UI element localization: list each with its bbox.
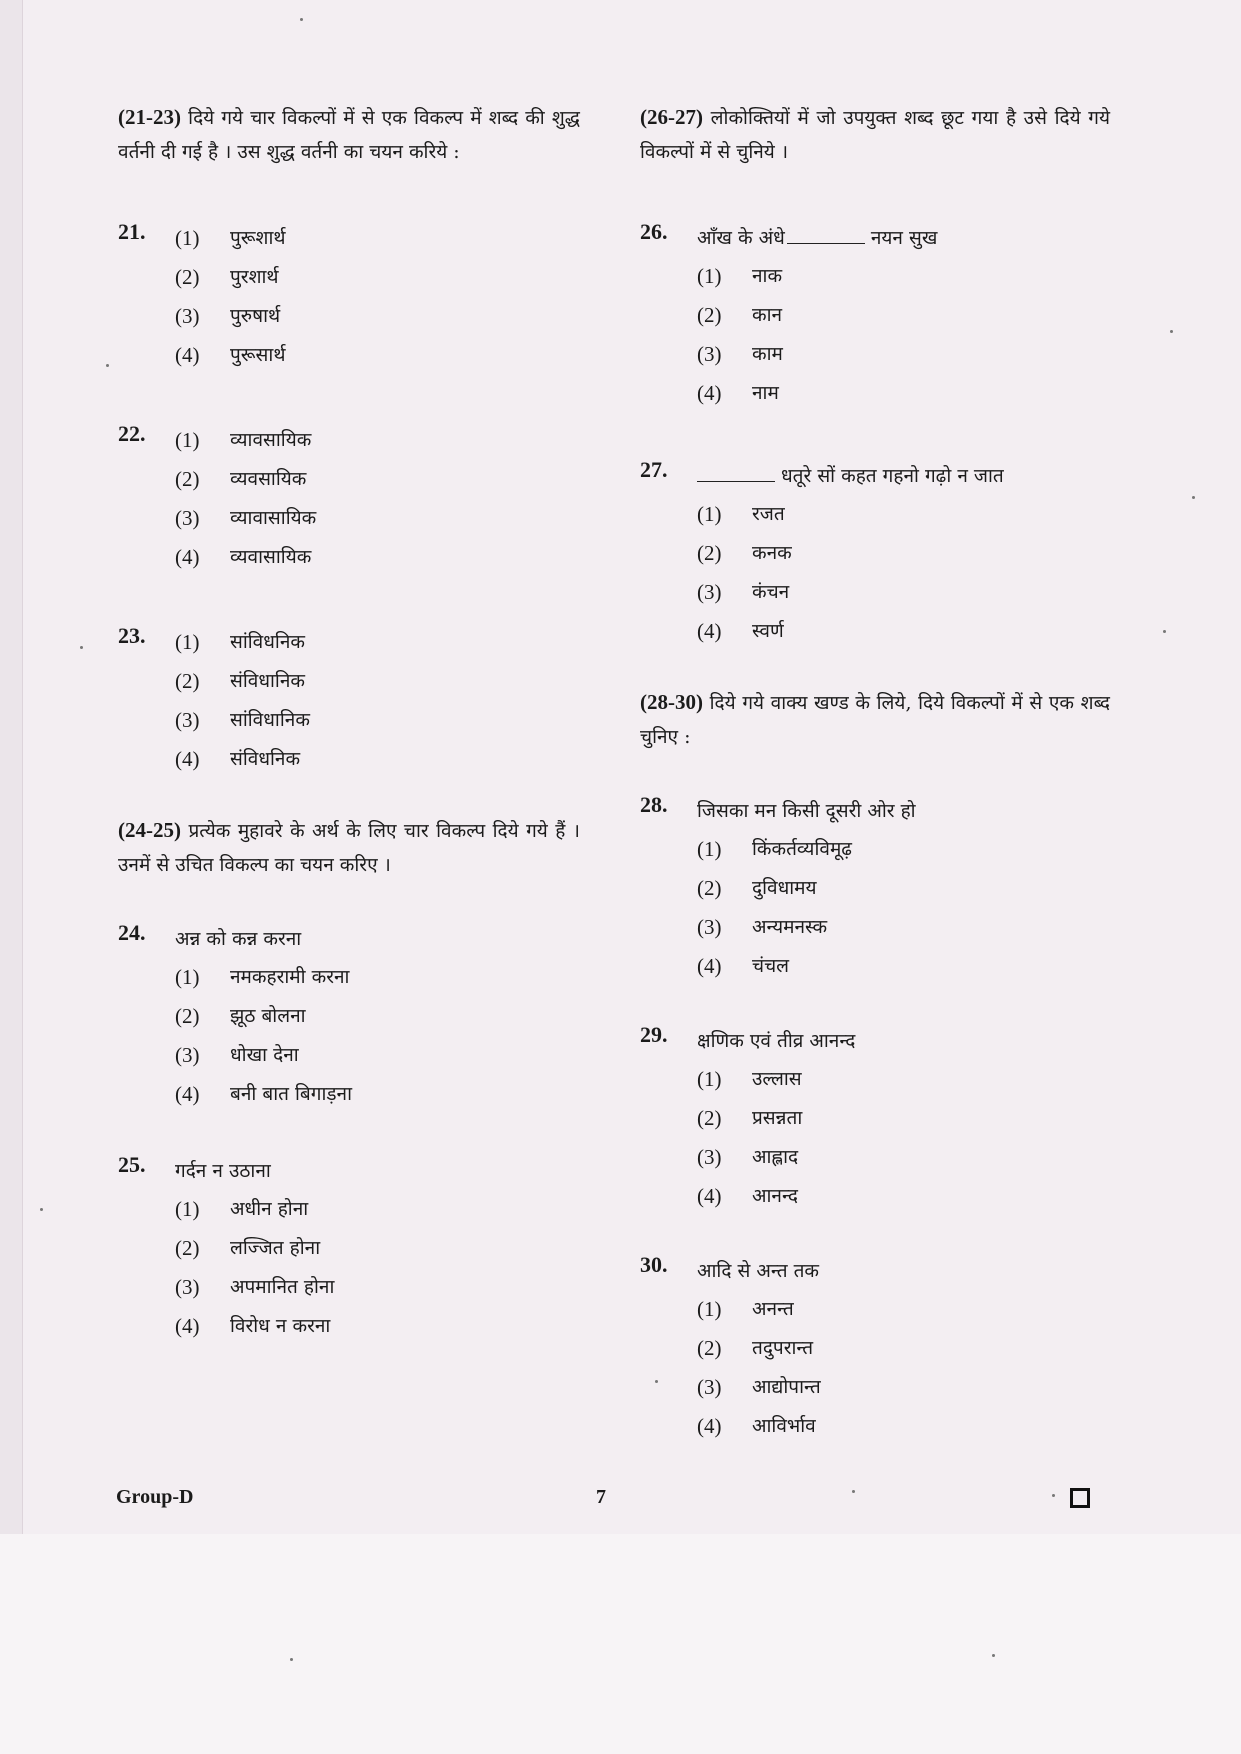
scan-speck bbox=[992, 1654, 995, 1657]
option-text: उल्लास bbox=[752, 1068, 802, 1090]
option-number: (3) bbox=[697, 1375, 722, 1399]
question-number: 27. bbox=[640, 457, 668, 482]
option-2[interactable] bbox=[118, 258, 580, 297]
option-text: संविधनिक bbox=[230, 748, 301, 770]
option-3[interactable] bbox=[118, 297, 580, 336]
question-text: जिसका मन किसी दूसरी ओर हो bbox=[697, 800, 916, 822]
option-number: (4) bbox=[175, 1314, 200, 1338]
question-text-before: आँख के अंधे bbox=[697, 227, 785, 249]
option-number: (2) bbox=[175, 1236, 200, 1260]
option-2[interactable] bbox=[640, 534, 1110, 573]
question-text: गर्दन न उठाना bbox=[175, 1160, 271, 1182]
option-text: किंकर्तव्यविमूढ़ bbox=[752, 838, 852, 860]
scan-speck bbox=[1052, 1494, 1055, 1497]
option-text: नमकहरामी करना bbox=[230, 966, 350, 988]
question-number: 21. bbox=[118, 219, 146, 244]
option-text: संविधानिक bbox=[230, 670, 305, 692]
scan-speck bbox=[1163, 630, 1166, 633]
option-text: अनन्त bbox=[752, 1298, 794, 1320]
option-text: नाक bbox=[752, 265, 783, 287]
question-22 bbox=[118, 421, 580, 577]
instruction-26-27 bbox=[640, 100, 1110, 169]
left-column bbox=[118, 100, 580, 1346]
option-text: पुरुषार्थ bbox=[230, 305, 281, 327]
blank-line bbox=[787, 221, 865, 244]
option-3[interactable] bbox=[640, 1368, 1110, 1407]
option-text: पुरूशार्थ bbox=[230, 227, 286, 249]
option-text: धोखा देना bbox=[230, 1044, 299, 1066]
option-1[interactable] bbox=[118, 219, 580, 258]
question-25 bbox=[118, 1152, 580, 1346]
scan-speck bbox=[300, 18, 303, 21]
option-number: (2) bbox=[697, 876, 722, 900]
option-text: पुरशार्थ bbox=[230, 266, 279, 288]
option-4[interactable] bbox=[640, 612, 1110, 651]
option-text: पुरूसार्थ bbox=[230, 344, 286, 366]
option-text: आविर्भाव bbox=[752, 1415, 816, 1437]
scan-speck bbox=[1170, 330, 1173, 333]
option-number: (4) bbox=[697, 381, 722, 405]
option-number: (4) bbox=[697, 954, 722, 978]
right-column bbox=[640, 100, 1110, 1446]
option-number: (3) bbox=[697, 342, 722, 366]
question-number: 29. bbox=[640, 1022, 668, 1047]
question-30 bbox=[640, 1252, 1110, 1446]
option-text: चंचल bbox=[752, 955, 790, 977]
page-number: 7 bbox=[596, 1486, 606, 1508]
scan-speck bbox=[1192, 496, 1195, 499]
scan-speck bbox=[852, 1490, 855, 1493]
footer-group-label: Group-D bbox=[116, 1486, 194, 1508]
option-number: (4) bbox=[175, 343, 200, 367]
option-number: (2) bbox=[175, 265, 200, 289]
option-3[interactable] bbox=[118, 1036, 580, 1075]
option-number: (4) bbox=[697, 1414, 722, 1438]
option-text: झूठ बोलना bbox=[230, 1005, 306, 1027]
question-23 bbox=[118, 623, 580, 779]
question-number: 25. bbox=[118, 1152, 146, 1177]
option-3[interactable] bbox=[118, 1268, 580, 1307]
question-28 bbox=[640, 792, 1110, 986]
blank-line bbox=[697, 459, 775, 482]
option-number: (4) bbox=[175, 545, 200, 569]
question-text bbox=[697, 457, 1110, 495]
option-number: (1) bbox=[175, 630, 200, 654]
instruction-label: (24-25) bbox=[118, 818, 181, 842]
option-3[interactable] bbox=[118, 701, 580, 740]
option-number: (3) bbox=[697, 580, 722, 604]
option-text: सांविधानिक bbox=[230, 709, 310, 731]
instruction-label: (21-23) bbox=[118, 105, 181, 129]
option-4[interactable] bbox=[640, 947, 1110, 986]
option-1[interactable] bbox=[118, 1190, 580, 1229]
option-text: आद्योपान्त bbox=[752, 1376, 821, 1398]
question-26 bbox=[640, 219, 1110, 413]
option-1[interactable] bbox=[640, 1060, 1110, 1099]
question-number: 30. bbox=[640, 1252, 668, 1277]
option-1[interactable] bbox=[640, 257, 1110, 296]
option-4[interactable] bbox=[118, 538, 580, 577]
question-number: 22. bbox=[118, 421, 146, 446]
option-text: नाम bbox=[752, 382, 779, 404]
option-text: व्यावासायिक bbox=[230, 507, 317, 529]
option-1[interactable] bbox=[640, 1290, 1110, 1329]
option-text: आह्लाद bbox=[752, 1146, 799, 1168]
option-2[interactable] bbox=[118, 460, 580, 499]
option-number: (2) bbox=[175, 467, 200, 491]
scan-speck bbox=[106, 364, 109, 367]
question-24 bbox=[118, 920, 580, 1114]
option-number: (4) bbox=[175, 747, 200, 771]
question-text-after: नयन सुख bbox=[870, 227, 938, 249]
option-text: काम bbox=[752, 343, 783, 365]
option-1[interactable] bbox=[640, 495, 1110, 534]
option-4[interactable] bbox=[118, 1075, 580, 1114]
option-number: (1) bbox=[175, 226, 200, 250]
option-number: (4) bbox=[697, 619, 722, 643]
instruction-text: लोकोक्तियों में जो उपयुक्त शब्द छूट गया है उसे दिये गये विकल्पों में से चुनिये । bbox=[640, 107, 1111, 163]
option-text: कान bbox=[752, 304, 783, 326]
instruction-text: दिये गये वाक्य खण्ड के लिये, दिये विकल्पों में से एक शब्द चुनिए : bbox=[640, 692, 1110, 748]
option-3[interactable] bbox=[640, 1138, 1110, 1177]
option-number: (3) bbox=[697, 915, 722, 939]
option-4[interactable] bbox=[118, 740, 580, 779]
option-2[interactable] bbox=[118, 1229, 580, 1268]
option-text: तदुपरान्त bbox=[752, 1337, 814, 1359]
scan-speck bbox=[80, 646, 83, 649]
option-text: रजत bbox=[752, 503, 785, 525]
option-text: व्यवसायिक bbox=[230, 468, 307, 490]
page-bottom-margin bbox=[0, 1534, 1241, 1754]
option-number: (1) bbox=[175, 1197, 200, 1221]
option-2[interactable] bbox=[640, 869, 1110, 908]
option-number: (2) bbox=[697, 1106, 722, 1130]
option-text: प्रसन्नता bbox=[752, 1107, 803, 1129]
option-number: (1) bbox=[175, 428, 200, 452]
option-text: बनी बात बिगाड़ना bbox=[230, 1083, 353, 1105]
question-number: 28. bbox=[640, 792, 668, 817]
option-2[interactable] bbox=[118, 997, 580, 1036]
option-text: व्यावसायिक bbox=[230, 429, 312, 451]
option-number: (2) bbox=[175, 1004, 200, 1028]
option-number: (3) bbox=[697, 1145, 722, 1169]
option-number: (4) bbox=[697, 1184, 722, 1208]
instruction-text: प्रत्येक मुहावरे के अर्थ के लिए चार विकल्प दिये गये हैं । उनमें से उचित विकल्प का चयन करिए । bbox=[118, 820, 580, 876]
option-number: (1) bbox=[697, 1067, 722, 1091]
option-text: लज्जित होना bbox=[230, 1237, 321, 1259]
option-number: (3) bbox=[175, 506, 200, 530]
instruction-24-25 bbox=[118, 813, 580, 882]
instruction-label: (28-30) bbox=[640, 690, 703, 714]
square-marker-icon bbox=[1070, 1488, 1090, 1508]
instruction-21-23 bbox=[118, 100, 580, 169]
option-text: व्यवासायिक bbox=[230, 546, 312, 568]
option-4[interactable] bbox=[640, 374, 1110, 413]
question-21 bbox=[118, 219, 580, 375]
question-text: क्षणिक एवं तीव्र आनन्द bbox=[697, 1030, 856, 1052]
question-text: अन्न को कन्न करना bbox=[175, 928, 302, 950]
scan-speck bbox=[40, 1208, 43, 1211]
option-3[interactable] bbox=[640, 908, 1110, 947]
question-text-after: धतूरे सों कहत गहनो गढ़ो न जात bbox=[781, 465, 1004, 487]
option-4[interactable] bbox=[118, 336, 580, 375]
option-3[interactable] bbox=[118, 499, 580, 538]
option-number: (2) bbox=[697, 541, 722, 565]
option-3[interactable] bbox=[640, 573, 1110, 612]
page-binding-edge bbox=[0, 0, 23, 1754]
option-number: (1) bbox=[697, 264, 722, 288]
option-text: स्वर्ण bbox=[752, 620, 784, 642]
option-1[interactable] bbox=[118, 421, 580, 460]
question-27 bbox=[640, 457, 1110, 651]
question-text: आदि से अन्त तक bbox=[697, 1260, 820, 1282]
option-text: अन्यमनस्क bbox=[752, 916, 828, 938]
option-2[interactable] bbox=[640, 1329, 1110, 1368]
option-1[interactable] bbox=[640, 830, 1110, 869]
option-4[interactable] bbox=[640, 1407, 1110, 1446]
option-number: (3) bbox=[175, 1043, 200, 1067]
option-number: (1) bbox=[697, 837, 722, 861]
option-4[interactable] bbox=[118, 1307, 580, 1346]
instruction-label: (26-27) bbox=[640, 105, 703, 129]
option-number: (2) bbox=[697, 1336, 722, 1360]
option-text: अधीन होना bbox=[230, 1198, 309, 1220]
option-number: (3) bbox=[175, 708, 200, 732]
option-2[interactable] bbox=[118, 662, 580, 701]
option-text: अपमानित होना bbox=[230, 1276, 335, 1298]
option-3[interactable] bbox=[640, 335, 1110, 374]
option-1[interactable] bbox=[118, 623, 580, 662]
option-number: (4) bbox=[175, 1082, 200, 1106]
option-text: विरोध न करना bbox=[230, 1315, 331, 1337]
option-text: कंचन bbox=[752, 581, 790, 603]
option-1[interactable] bbox=[118, 958, 580, 997]
option-text: दुविधामय bbox=[752, 877, 817, 899]
option-number: (2) bbox=[175, 669, 200, 693]
scan-speck bbox=[655, 1380, 658, 1383]
option-number: (3) bbox=[175, 304, 200, 328]
question-29 bbox=[640, 1022, 1110, 1216]
option-4[interactable] bbox=[640, 1177, 1110, 1216]
option-text: आनन्द bbox=[752, 1185, 798, 1207]
question-number: 26. bbox=[640, 219, 668, 244]
question-text bbox=[697, 219, 1110, 257]
question-number: 23. bbox=[118, 623, 146, 648]
question-number: 24. bbox=[118, 920, 146, 945]
scan-speck bbox=[290, 1658, 293, 1661]
option-number: (1) bbox=[175, 965, 200, 989]
option-number: (3) bbox=[175, 1275, 200, 1299]
option-number: (1) bbox=[697, 1297, 722, 1321]
instruction-28-30 bbox=[640, 685, 1110, 754]
option-text: कनक bbox=[752, 542, 792, 564]
instruction-text: दिये गये चार विकल्पों में से एक विकल्प में शब्द की शुद्ध वर्तनी दी गई है । उस शुद्ध वर्तनी का चयन करिये : bbox=[118, 107, 580, 163]
option-text: सांविधनिक bbox=[230, 631, 305, 653]
option-2[interactable] bbox=[640, 1099, 1110, 1138]
option-2[interactable] bbox=[640, 296, 1110, 335]
option-number: (1) bbox=[697, 502, 722, 526]
option-number: (2) bbox=[697, 303, 722, 327]
